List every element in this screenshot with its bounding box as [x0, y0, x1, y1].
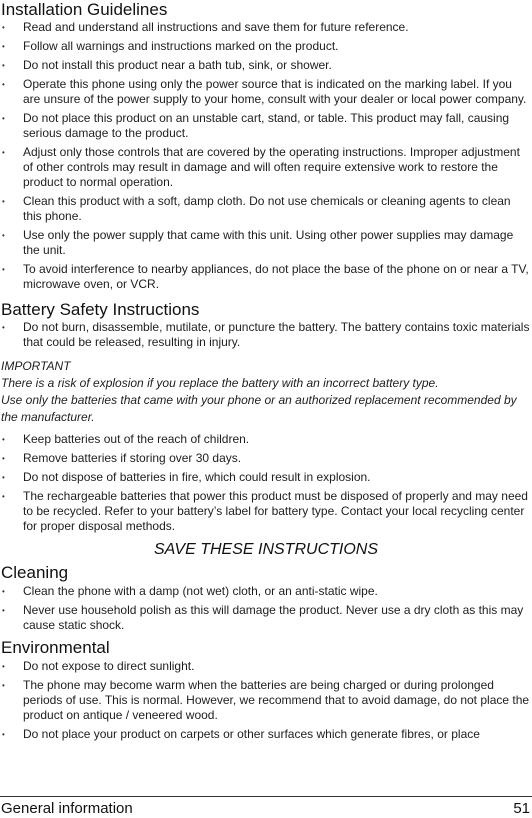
important-notice [0, 358, 532, 426]
list-item: • Clean the phone with a damp (not wet) cloth, or an anti-static wipe. [0, 584, 532, 599]
list-item: • Operate this phone using only the power source that is indicated on the marking label. If you are unsure of the power supply to your home, consult with your dealer or local power company. [0, 77, 532, 107]
section-title-environmental: Environmental [1, 638, 110, 657]
page-number: 51 [513, 800, 530, 817]
list-item: • Do not place this product on an unstable cart, stand, or table. This product may fall, causing serious damage to the product. [0, 111, 532, 141]
list-item: • Never use household polish as this will damage the product. Never use a dry cloth as this may cause static shock. [0, 603, 532, 633]
section-title-installation: Installation Guidelines [1, 0, 168, 19]
important-line: There is a risk of explosion if you replace the battery with an incorrect battery type. [1, 376, 439, 390]
footer-section-label: General information [1, 800, 133, 817]
save-instructions-notice: SAVE THESE INSTRUCTIONS [153, 541, 379, 558]
environmental-list [0, 659, 532, 742]
page-footer [0, 796, 532, 818]
section-title-cleaning: Cleaning [1, 563, 69, 582]
list-item: • The phone may become warm when the batteries are being charged or during prolonged periods of use. This is normal. However, we recommend that to avoid damage, do not place the product on antique / veneered wood. [0, 678, 532, 723]
list-item: • Do not dispose of batteries in fire, which could result in explosion. [0, 470, 532, 485]
list-item: • Adjust only those controls that are covered by the operating instructions. Improper adjustment of other controls may result in damage and will often require extensive work to restore the product to normal operation. [0, 145, 532, 190]
list-item: • Do not expose to direct sunlight. [0, 659, 532, 674]
list-item: • To avoid interference to nearby appliances, do not place the base of the phone on or near a TV, microwave oven, or VCR. [0, 262, 532, 292]
section-title-battery-safety: Battery Safety Instructions [1, 300, 200, 319]
list-item: • Follow all warnings and instructions marked on the product. [0, 39, 532, 54]
list-item: • Do not install this product near a bath tub, sink, or shower. [0, 58, 532, 73]
list-item: • Clean this product with a soft, damp cloth. Do not use chemicals or cleaning agents to clean this phone. [0, 194, 532, 224]
battery-list-continued [0, 432, 532, 534]
list-item: • Use only the power supply that came with this unit. Using other power supplies may damage the unit. [0, 228, 532, 258]
cleaning-list [0, 584, 532, 633]
list-item: • Do not place your product on carpets or other surfaces which generate fibres, or place [0, 727, 532, 742]
battery-list [0, 320, 532, 350]
important-label: IMPORTANT [1, 359, 71, 373]
list-item: • Remove batteries if storing over 30 days. [0, 451, 532, 466]
list-item: • The rechargeable batteries that power this product must be disposed of properly and may need to be recycled. Refer to your battery’s label for battery type. Contact your local recycling center for proper disposal methods. [0, 489, 532, 534]
installation-list [0, 20, 532, 292]
list-item: • Keep batteries out of the reach of children. [0, 432, 532, 447]
list-item: • Read and understand all instructions and save them for future reference. [0, 20, 532, 35]
important-line: Use only the batteries that came with your phone or an authorized replacement recommended by the manufacturer. [1, 393, 517, 424]
list-item: • Do not burn, disassemble, mutilate, or puncture the battery. The battery contains toxic materials that could be released, resulting in injury. [0, 320, 532, 350]
